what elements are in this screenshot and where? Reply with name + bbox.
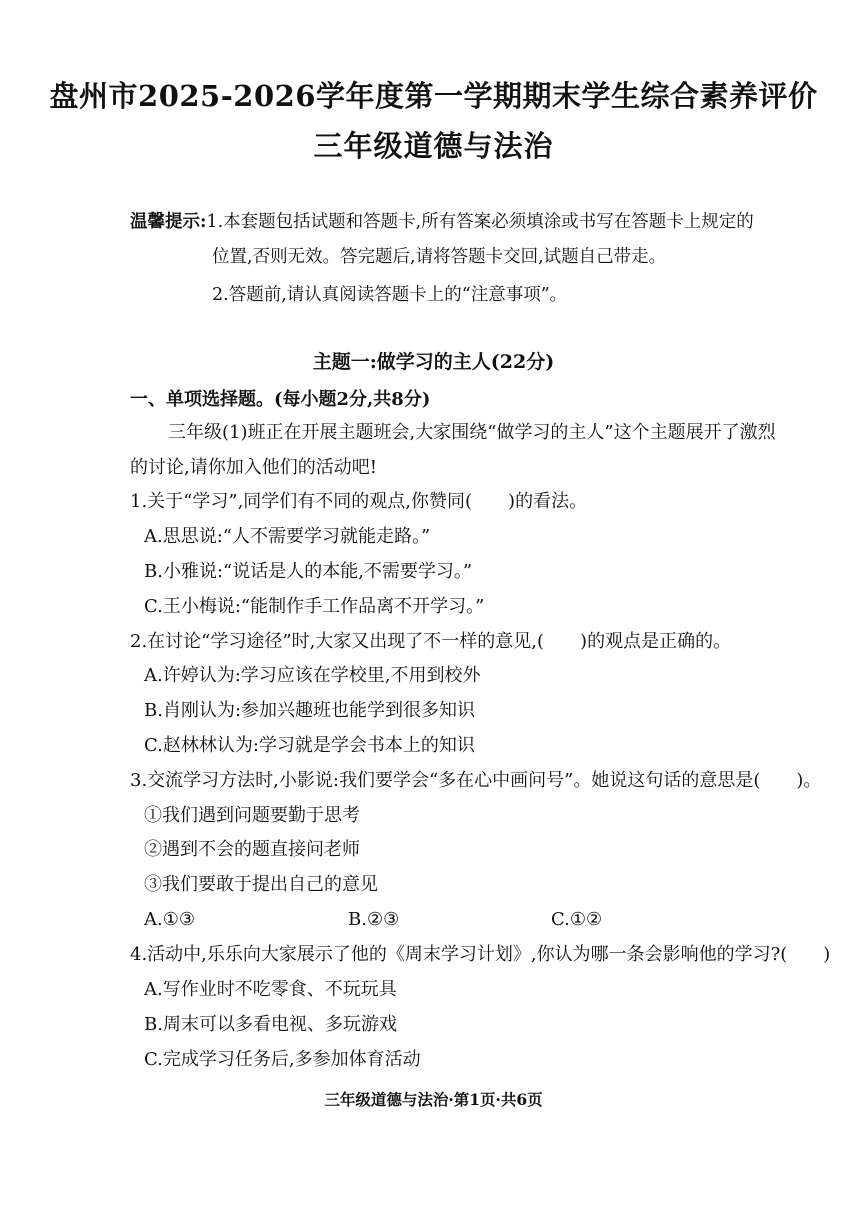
question-3-option-a: A.①③ (144, 909, 195, 930)
page-footer: 三年级道德与法治·第1页·共6页 (324, 1090, 543, 1109)
page-title: 盘州市2025-2026学年度第一学期期末学生综合素养评价 (49, 79, 818, 113)
question-3-statement-2: ②遇到不会的题直接问老师 (144, 839, 360, 860)
question-1-option-a: A.思思说:“人不需要学习就能走路。” (144, 526, 431, 547)
question-3-option-c: C.①② (551, 909, 603, 930)
intro-line-1: 三年级(1)班正在开展主题班会,大家围绕“做学习的主人”这个主题展开了激烈 (168, 422, 776, 443)
question-2-stem: 2.在讨论“学习途径”时,大家又出现了不一样的意见,( )的观点是正确的。 (130, 631, 732, 652)
theme-title: 主题一:做学习的主人(22分) (312, 351, 555, 373)
intro-line-2: 的讨论,请你加入他们的活动吧! (130, 457, 377, 478)
question-3-stem: 3.交流学习方法时,小影说:我们要学会“多在心中画问号”。她说这句话的意思是( )。 (130, 770, 822, 791)
question-1-option-c: C.王小梅说:“能制作手工作品离不开学习。” (144, 596, 485, 617)
question-4-option-b: B.周末可以多看电视、多玩游戏 (144, 1014, 397, 1035)
question-3-option-b: B.②③ (348, 909, 400, 930)
notice-first-line (130, 208, 754, 233)
question-2-option-a: A.许婷认为:学习应该在学校里,不用到校外 (144, 665, 481, 686)
notice-line-2: 位置,否则无效。答完题后,请将答题卡交回,试题自己带走。 (212, 247, 667, 267)
notice-label: 温馨提示: (130, 212, 207, 232)
page-subtitle: 三年级道德与法治 (313, 129, 554, 163)
question-2-option-b: B.肖刚认为:参加兴趣班也能学到很多知识 (144, 700, 476, 721)
notice-line-3: 2.答题前,请认真阅读答题卡上的“注意事项”。 (212, 285, 568, 305)
notice-line-1: 1.本套题包括试题和答题卡,所有答案必须填涂或书写在答题卡上规定的 (206, 212, 754, 232)
question-4-option-a: A.写作业时不吃零食、不玩玩具 (144, 979, 397, 1000)
question-4-option-c: C.完成学习任务后,多参加体育活动 (144, 1049, 421, 1070)
question-1-option-b: B.小雅说:“说话是人的本能,不需要学习。” (144, 561, 473, 582)
question-3-statement-3: ③我们要敢于提出自己的意见 (144, 874, 378, 895)
question-1-stem: 1.关于“学习”,同学们有不同的观点,你赞同( )的看法。 (130, 491, 588, 512)
question-2-option-c: C.赵林林认为:学习就是学会书本上的知识 (144, 735, 475, 756)
section-title: 一、单项选择题。(每小题2分,共8分) (130, 389, 431, 410)
question-4-stem: 4.活动中,乐乐向大家展示了他的《周末学习计划》,你认为哪一条会影响他的学习?( ) (130, 944, 831, 965)
question-3-statement-1: ①我们遇到问题要勤于思考 (144, 805, 360, 826)
